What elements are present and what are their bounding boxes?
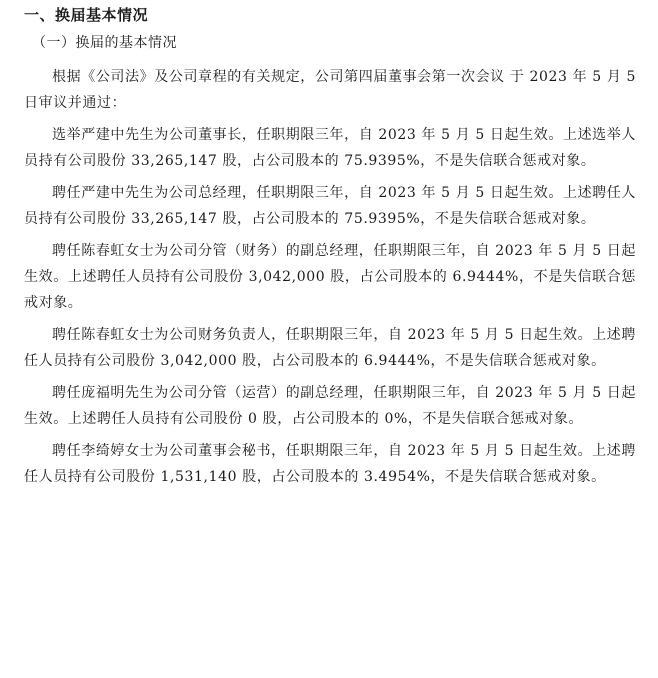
paragraph-deputy-gm-operations: 聘任庞福明先生为公司分管（运营）的副总经理，任职期限三年，自 2023 年 5 月 5 日起生效。上述聘任人员持有公司股份 0 股，占公司股本的 0%，不是失信联合惩戒对象。 xyxy=(24,385,636,427)
subsection-title: （一）换届的基本情况 xyxy=(32,35,177,51)
paragraph-finance-officer: 聘任陈春虹女士为公司财务负责人，任职期限三年，自 2023 年 5 月 5 日起生效。上述聘任人员持有公司股份 3,042,000 股，占公司股本的 6.9444%，不是失信联合惩戒对象。 xyxy=(24,327,636,369)
paragraph-general-manager: 聘任严建中先生为公司总经理，任职期限三年，自 2023 年 5 月 5 日起生效。上述聘任人员持有公司股份 33,265,147 股，占公司股本的 75.9395%，不是失信联合惩戒对象。 xyxy=(24,185,636,227)
paragraph-chairman-election: 选举严建中先生为公司董事长，任职期限三年，自 2023 年 5 月 5 日起生效。上述选举人员持有公司股份 33,265,147 股，占公司股本的 75.9395%，不是失信联合惩戒对象。 xyxy=(24,127,636,169)
paragraph-deputy-gm-finance: 聘任陈春虹女士为公司分管（财务）的副总经理，任职期限三年，自 2023 年 5 月 5 日起生效。上述聘任人员持有公司股份 3,042,000 股，占公司股本的 6.9444%，不是失信联合惩戒对象。 xyxy=(24,243,636,311)
paragraph-board-secretary: 聘任李绮婷女士为公司董事会秘书，任职期限三年，自 2023 年 5 月 5 日起生效。上述聘任人员持有公司股份 1,531,140 股，占公司股本的 3.4954%，不是失信联合惩戒对象。 xyxy=(24,443,636,485)
section-title: 一、换届基本情况 xyxy=(24,6,149,24)
paragraph-meeting-resolution: 根据《公司法》及公司章程的有关规定，公司第四届董事会第一次会议 于 2023 年 5 月 5 日审议并通过： xyxy=(24,69,636,111)
